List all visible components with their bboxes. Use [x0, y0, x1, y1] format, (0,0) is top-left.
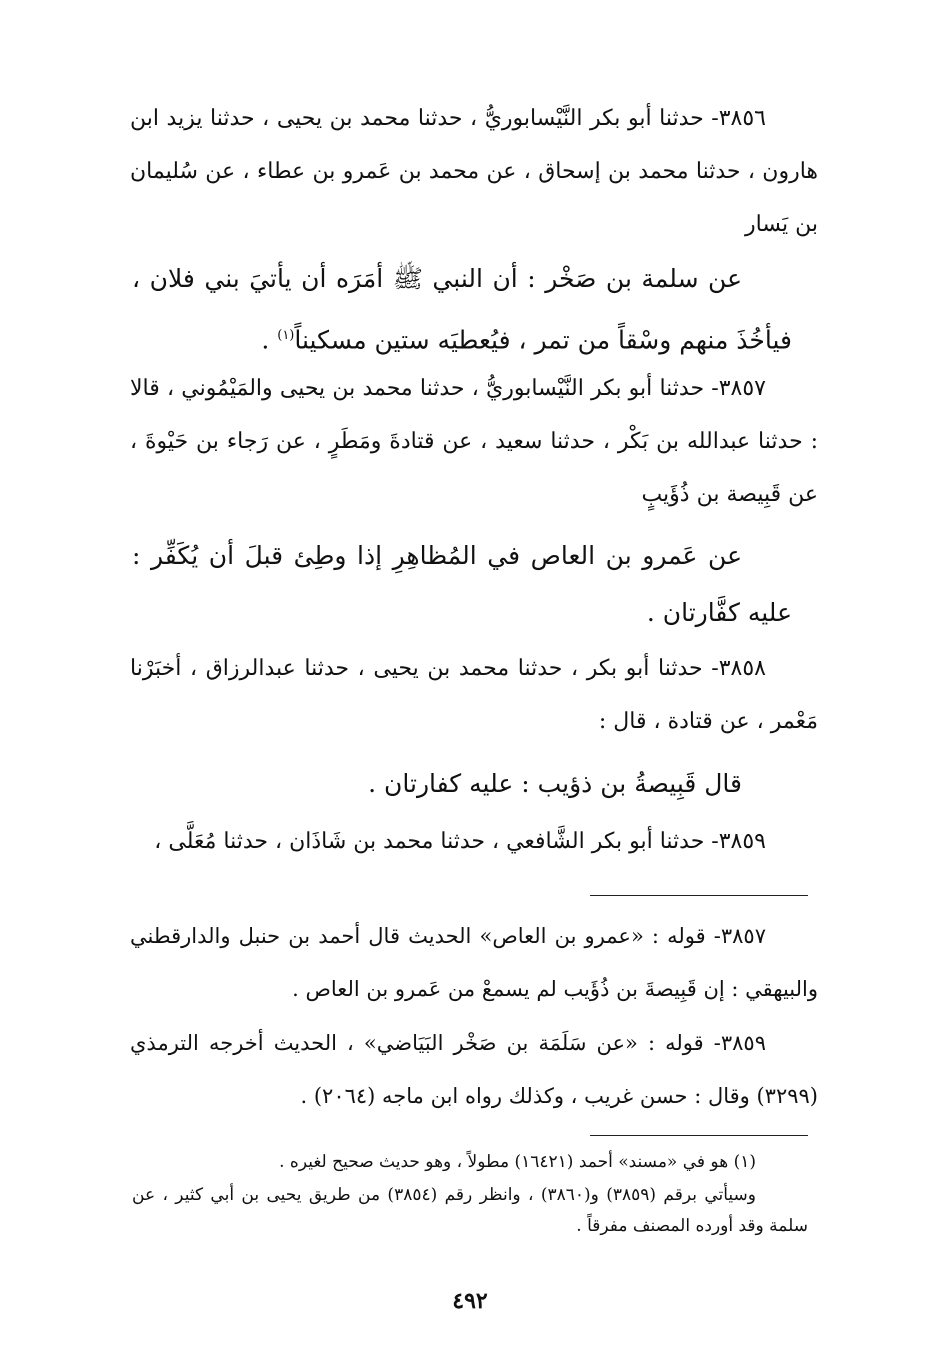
footnotes-separator [590, 1135, 808, 1136]
footnote-1: (١) هو في «مسند» أحمد (١٦٤٢١) مطولاً ، وهو حديث صحيح لغيره . [279, 1152, 756, 1172]
hadith-3858-chain: ٣٨٥٨- حدثنا أبو بكر ، حدثنا محمد بن يحيى ، حدثنا عبدالرزاق ، أخبَرْنا مَعْمر ، عن قتادة ، قال : [130, 656, 818, 734]
page-number: ٤٩٢ [452, 1288, 488, 1314]
notes-separator [590, 895, 808, 896]
footnote-1-continued: وسيأتي برقم (٣٨٥٩) و(٣٨٦٠) ، وانظر رقم (٣٨٥٤) من طريق يحيى بن أبي كثير ، عن سلمة وقد أورده المصنف مفرقاً . [132, 1185, 808, 1236]
hadith-3857-chain: ٣٨٥٧- حدثنا أبو بكر النَّيْسابوريُّ ، حدثنا محمد بن يحيى والمَيْمُوني ، قالا : حدثنا عبدالله بن بَكْر ، حدثنا سعيد ، عن قتادةَ ومَطَرٍ ، عن رَجاء بن حَيْوةَ ، عن قَبِيصة بن ذُؤَيبٍ [130, 376, 818, 507]
hadith-3857-matn: عن عَمرو بن العاص في المُظاهِرِ إذا وطِئ قبلَ أن يُكَفِّر : عليه كفَّارتان . [132, 541, 792, 627]
hadith-3856-matn-end: . [261, 325, 278, 355]
hadith-3858-matn: قال قَبِيصةُ بن ذؤيب : عليه كفارتان . [368, 769, 742, 798]
hadith-3856-chain: ٣٨٥٦- حدثنا أبو بكر النَّيْسابوريُّ ، حدثنا محمد بن يحيى ، حدثنا يزيد ابن هارون ، حدثنا محمد بن إسحاق ، عن محمد بن عَمرو بن عطاء ، عن سُليمان بن يَسار [130, 106, 818, 237]
hadith-3856-matn-text: عن سلمة بن صَخْر : أن النبي ﷺ أمَرَه أن يأتيَ بني فلان ، فيأخُذَ منهم وسْقاً من تمر ، فيُعطيَه ستين مسكيناً [132, 264, 792, 355]
hadith-3859-chain: ٣٨٥٩- حدثنا أبو بكر الشَّافعي ، حدثنا محمد بن شَاذَان ، حدثنا مُعَلَّى ، [154, 829, 766, 854]
note-3857: ٣٨٥٧- قوله : «عمرو بن العاص» الحديث قال أحمد بن حنبل والدارقطني والبيهقي : إن قَبِيصةَ بن ذُؤَيب لم يسمعْ من عَمرو بن العاص . [130, 924, 818, 1001]
footnote-marker: (١) [277, 328, 295, 343]
hadith-3856-matn [132, 250, 792, 368]
note-3859: ٣٨٥٩- قوله : «عن سَلَمَة بن صَخْر البَيَاضي» ، الحديث أخرجه الترمذي (٣٢٩٩) وقال : حسن غريب ، وكذلك رواه ابن ماجه (٢٠٦٤) . [130, 1031, 818, 1108]
